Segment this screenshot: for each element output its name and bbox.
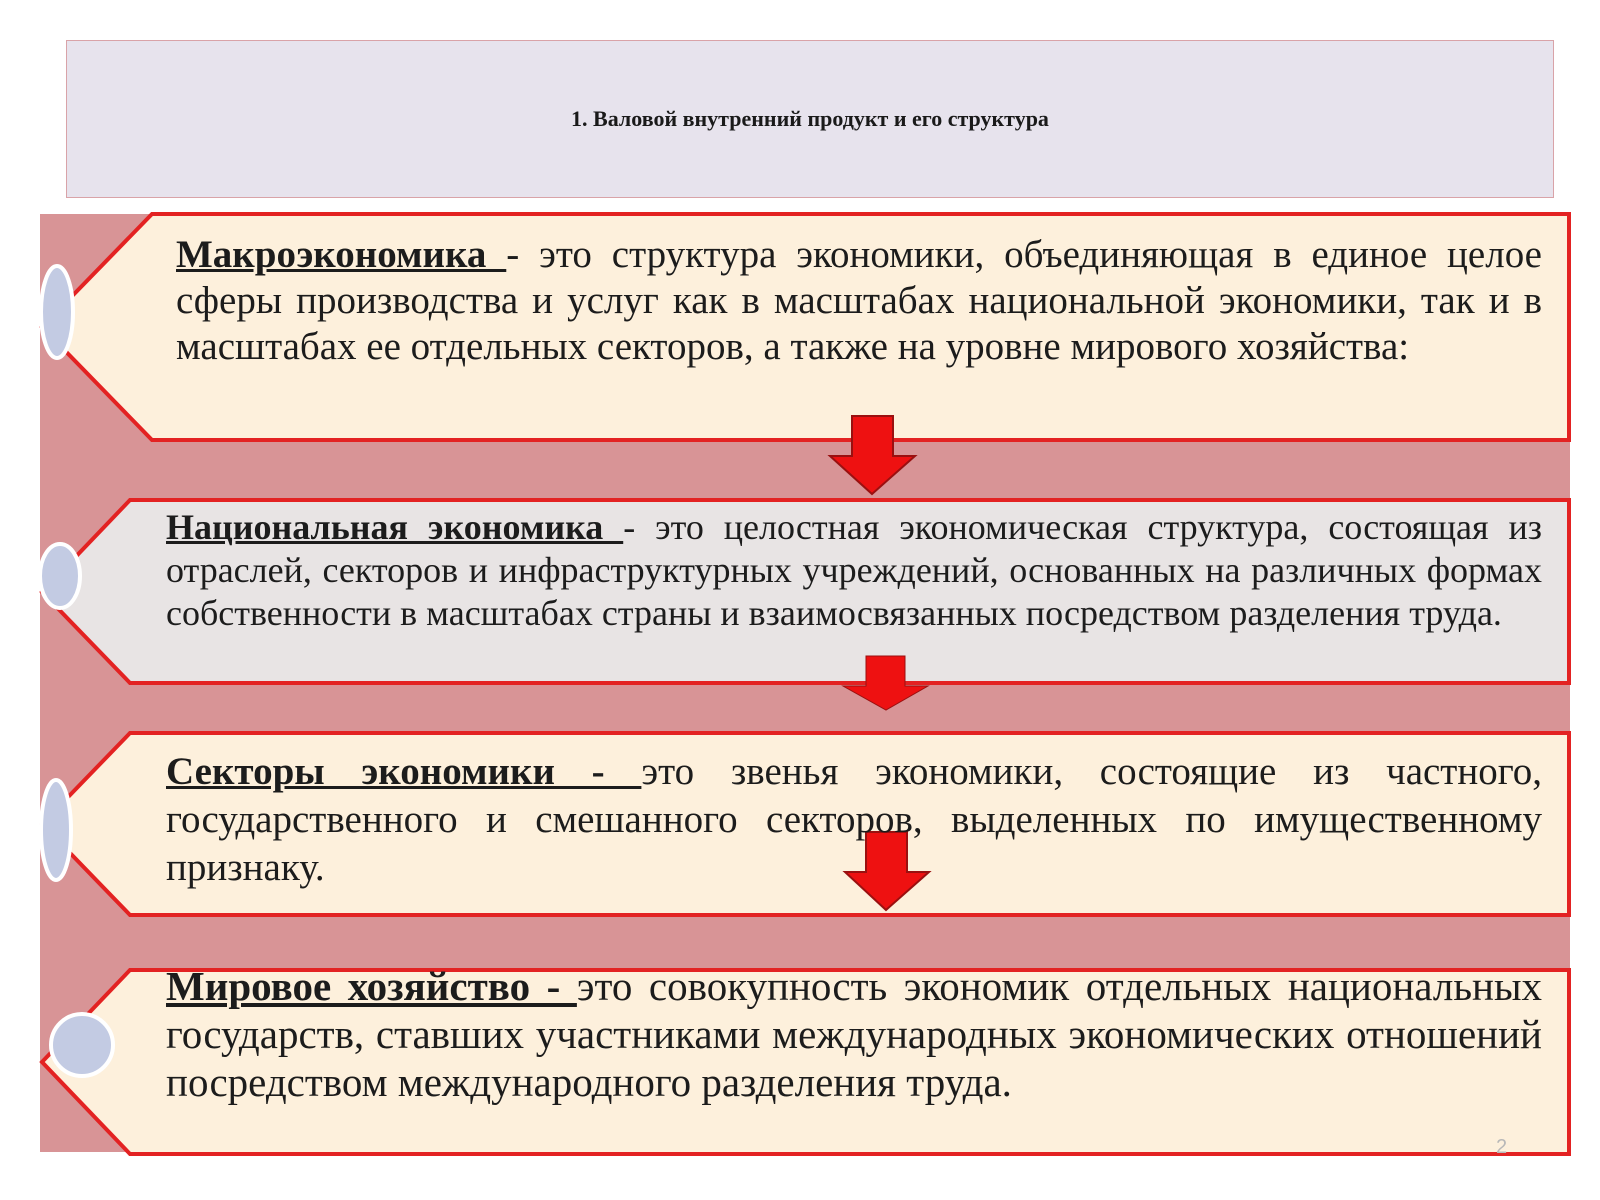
term-economic-sectors: Секторы экономики - [166, 750, 642, 793]
block-economic-sectors-text [166, 748, 1542, 892]
block-4-circle [51, 1014, 113, 1076]
page-number: 2 [1496, 1136, 1508, 1158]
definition-economic-sectors: это звенья экономики, состоящие из частного, государственного и смешанного секторов, выделенных по имущественному признаку. [166, 750, 1542, 889]
term-world-economy: Мировое хозяйство - [166, 963, 577, 1009]
term-macroeconomics: Макроэкономика [176, 233, 507, 276]
term-national-economy: Национальная экономика [166, 507, 624, 547]
block-macroeconomics-text [176, 232, 1542, 370]
definition-world-economy: это совокупность экономик отдельных национальных государств, ставших участниками международных экономических отношений посредством международного разделения труда. [166, 963, 1543, 1105]
block-2-circle [40, 544, 80, 608]
definition-national-economy: - это целостная экономическая структура, состоящая из отраслей, секторов и инфраструктурных учреждений, основанных на различных формах собственности в масштабах страны и взаимосвязанных посредством разделения труда. [166, 507, 1542, 633]
slide-title: 1. Валовой внутренний продукт и его структура [571, 106, 1049, 131]
block-world-economy-text [166, 962, 1542, 1106]
block-national-economy-text [166, 506, 1542, 635]
block-1-circle [41, 266, 73, 358]
block-3-circle [41, 780, 71, 880]
definition-macroeconomics: - это структура экономики, объединяющая в единое целое сферы производства и услуг как в масштабах национальной экономики, так и в масштабах ее отдельных секторов, а также на уровне мирового хозяйства: [176, 233, 1542, 368]
